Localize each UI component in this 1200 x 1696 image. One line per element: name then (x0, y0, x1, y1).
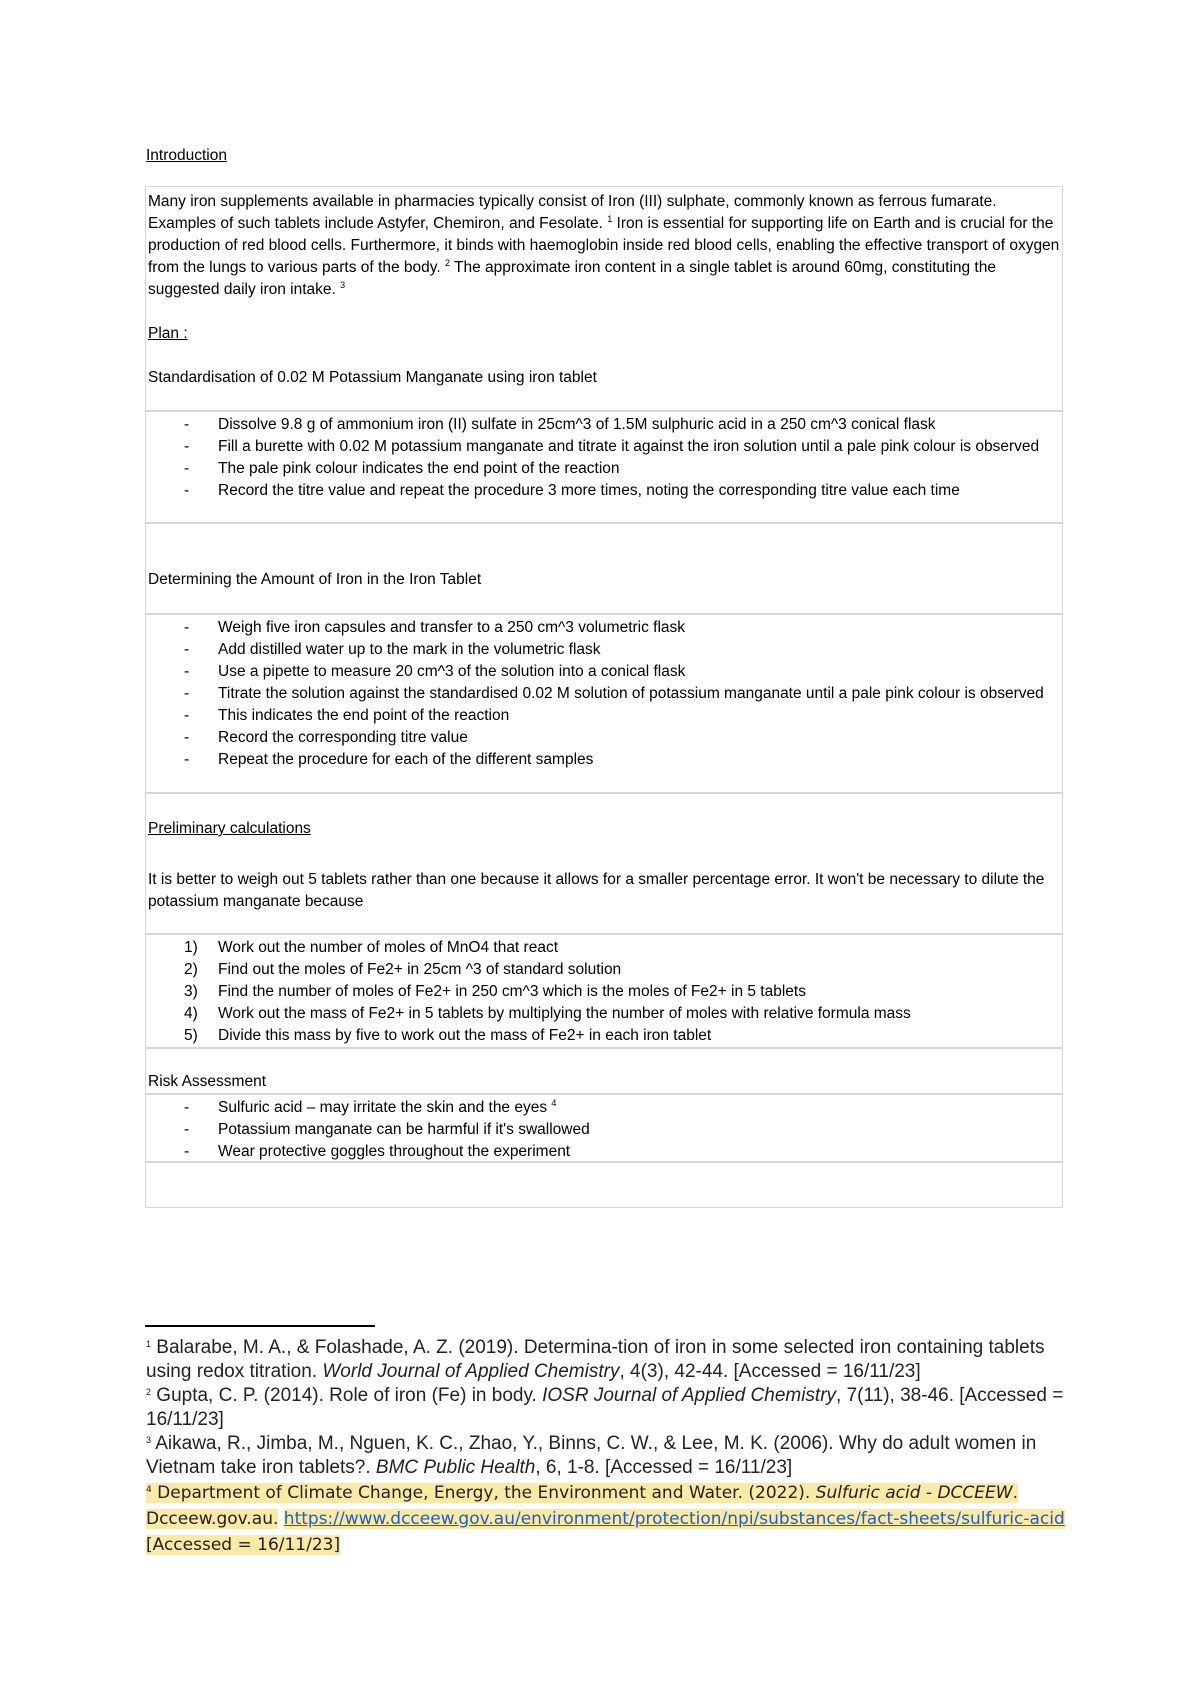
step-number: 1) (184, 939, 198, 956)
journal-title: World Journal of Applied Chemistry (322, 1361, 620, 1382)
footnote-ref-2[interactable]: 2 (444, 258, 450, 268)
risk-items-box (145, 1094, 1063, 1162)
standardisation-title: Standardisation of 0.02 M Potassium Manganate using iron tablet (148, 369, 597, 386)
list-item: - Weigh five iron capsules and transfer to a 250 cm^3 volumetric flask (146, 617, 1062, 639)
footnote-4: $^4$ Department of Climate Change, Energy, the Environment and Water. (2022). Sulfuric acid - DCCEEW. Dcceew.gov.au. https://www.dcceew.gov.au/environment/protection/npi/substances/fact-sheets/sulfuric-acid [Accessed = 16/11/23] (146, 1483, 1065, 1555)
list-item: - Repeat the procedure for each of the different samples (146, 749, 1062, 771)
footnote-number: 1 (146, 1339, 152, 1349)
list-item: - Record the titre value and repeat the procedure 3 more times, noting the corresponding titre value each time (146, 480, 1062, 502)
list-item: - This indicates the end point of the reaction (146, 705, 1062, 727)
list-item: 5) Divide this mass by five to work out the mass of Fe2+ in each iron tablet (146, 1025, 1062, 1047)
list-item: - Wear protective goggles throughout the experiment (146, 1141, 1062, 1163)
risk-items-list (146, 1097, 1062, 1163)
bullet-marker: - (184, 685, 190, 702)
standardisation-steps-list (146, 414, 1062, 502)
reference-link[interactable]: https://www.dcceew.gov.au/environment/protection/npi/substances/fact-sheets/sulfuric-acid (283, 1509, 1065, 1529)
footnote-number: 4 (146, 1485, 152, 1495)
determining-title-box (145, 523, 1063, 614)
list-item: - Add distilled water up to the mark in the volumetric flask (146, 639, 1062, 661)
bullet-marker: - (184, 416, 190, 433)
intro-text-c: The approximate iron content in a single tablet is around 60mg, constituting the suggested daily iron intake. (148, 259, 996, 298)
risk-heading: Risk Assessment (148, 1073, 267, 1090)
intro-paragraph (146, 187, 1062, 301)
list-item: - Use a pipette to measure 20 cm^3 of the solution into a conical flask (146, 661, 1062, 683)
list-item: 2) Find out the moles of Fe2+ in 25cm ^3 of standard solution (146, 959, 1062, 981)
list-item: 1) Work out the number of moles of MnO4 that react (146, 937, 1062, 959)
list-item: - Titrate the solution against the standardised 0.02 M solution of potassium manganate until a pale pink colour is observed (146, 683, 1062, 705)
bullet-marker: - (184, 641, 190, 658)
bullet-marker: - (184, 482, 190, 499)
footnote-separator (145, 1325, 375, 1327)
determining-steps-list (146, 617, 1062, 771)
list-item: - The pale pink colour indicates the end point of the reaction (146, 458, 1062, 480)
standardisation-steps-box (145, 411, 1063, 523)
footnote-number: 3 (146, 1435, 152, 1445)
step-number: 5) (184, 1027, 198, 1044)
list-item: 4) Work out the mass of Fe2+ in 5 tablets by multiplying the number of moles with relative formula mass (146, 1003, 1062, 1025)
list-item: - Sulfuric acid – may irritate the skin and the eyes $^4$ (146, 1097, 1062, 1119)
bullet-marker: - (184, 707, 190, 724)
bullet-marker: - (184, 663, 190, 680)
bullet-marker: - (184, 751, 190, 768)
bullet-marker: - (184, 1099, 190, 1116)
journal-title: BMC Public Health (375, 1457, 536, 1478)
preliminary-text: It is better to weigh out 5 tablets rather than one because it allows for a smaller percentage error. It won't be necessary to dilute the potassium manganate because (148, 871, 1045, 910)
intro-text-b: Iron is essential for supporting life on Earth and is crucial for the production of red blood cells. Furthermore, it binds with haemoglobin inside red blood cells, enabling the effective transport of oxygen from the lungs to various parts of the body. (148, 215, 1060, 276)
page-title-citation: Sulfuric acid - DCCEEW (815, 1483, 1013, 1503)
preliminary-heading: Preliminary calculations (148, 820, 311, 837)
empty-table-row (145, 1162, 1063, 1208)
intro-box (145, 186, 1063, 411)
step-number: 3) (184, 983, 198, 1000)
footnote-ref-3[interactable]: 3 (340, 280, 346, 290)
footnote-3: $^3$ Aikawa, R., Jimba, M., Nguen, K. C., Zhao, Y., Binns, C. W., & Lee, M. K. (2006). Why do adult women in Vietnam take iron tablets?. BMC Public Health, 6, 1-8. [Accessed = 16/11/23] (146, 1433, 1037, 1478)
determining-title: Determining the Amount of Iron in the Iron Tablet (148, 571, 482, 588)
determining-steps-box (145, 614, 1063, 793)
preliminary-box (145, 793, 1063, 934)
list-item: 3) Find the number of moles of Fe2+ in 250 cm^3 which is the moles of Fe2+ in 5 tablets (146, 981, 1062, 1003)
bullet-marker: - (184, 1121, 190, 1138)
intro-text-a: Many iron supplements available in pharmacies typically consist of Iron (III) sulphate, commonly known as ferrous fumarate. Examples of such tablets include Astyfer, Chemiron, and Fesolate. (148, 193, 997, 232)
footnote-ref-4[interactable]: 4 (551, 1098, 557, 1108)
calculation-steps-box (145, 934, 1063, 1048)
bullet-marker: - (184, 438, 190, 455)
footnote-number: 2 (146, 1387, 152, 1397)
bullet-marker: - (184, 1143, 190, 1160)
introduction-heading: Introduction (146, 147, 227, 164)
step-number: 4) (184, 1005, 198, 1022)
bullet-marker: - (184, 729, 190, 746)
bullet-marker: - (184, 619, 190, 636)
footnote-ref-1[interactable]: 1 (607, 214, 613, 224)
footnote-2: $^2$ Gupta, C. P. (2014). Role of iron (Fe) in body. IOSR Journal of Applied Chemistry, 7(11), 38-46. [Accessed = 16/11/23] (146, 1385, 1064, 1430)
footnote-1: $^1$ Balarabe, M. A., & Folashade, A. Z. (2019). Determina-tion of iron in some selected iron containing tablets using redox titration. World Journal of Applied Chemistry, 4(3), 42-44. [Accessed = 16/11/23] (146, 1337, 1045, 1382)
list-item: - Fill a burette with 0.02 M potassium manganate and titrate it against the iron solution until a pale pink colour is observed (146, 436, 1062, 458)
accessed-date: [Accessed = 16/11/23] (146, 1535, 341, 1555)
step-number: 2) (184, 961, 198, 978)
bullet-marker: - (184, 460, 190, 477)
list-item: - Potassium manganate can be harmful if it's swallowed (146, 1119, 1062, 1141)
plan-heading: Plan : (148, 325, 188, 342)
risk-title-box (145, 1048, 1063, 1094)
list-item: - Record the corresponding titre value (146, 727, 1062, 749)
calculation-steps-list (146, 937, 1062, 1047)
list-item: - Dissolve 9.8 g of ammonium iron (II) sulfate in 25cm^3 of 1.5M sulphuric acid in a 250 cm^3 conical flask (146, 414, 1062, 436)
journal-title: IOSR Journal of Applied Chemistry (542, 1385, 837, 1406)
footnotes (146, 1336, 1066, 1558)
